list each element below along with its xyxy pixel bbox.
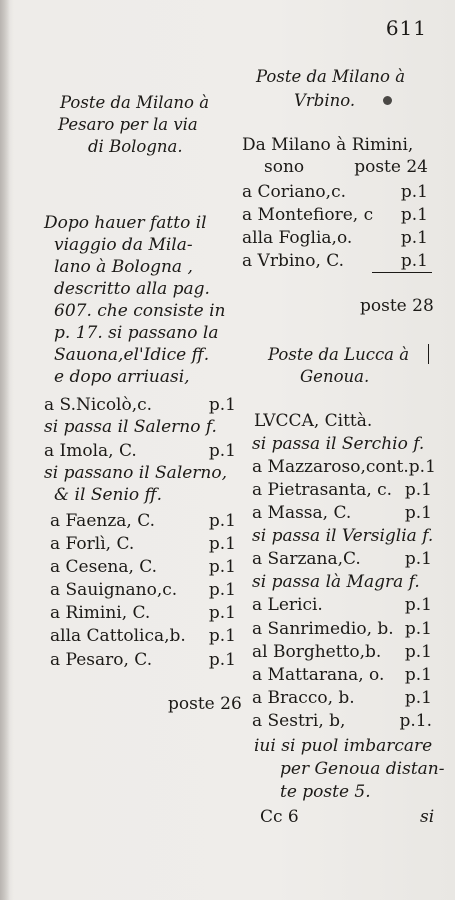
page-number: 611 <box>385 16 427 40</box>
river-crossing-note: si passa il Salerno f. <box>44 417 217 437</box>
route-entry <box>44 394 236 416</box>
route-place: a Bracco, b. <box>252 688 355 708</box>
right-title-line: Genoua. <box>300 367 370 386</box>
intro-line: p. 17. si passano la <box>54 323 219 343</box>
route-posts: p.1 <box>208 441 236 461</box>
route-posts: p.1 <box>404 480 432 500</box>
route-place: alla Foglia,o. <box>242 228 353 248</box>
route-total: poste 26 <box>168 694 242 714</box>
route-entry <box>50 625 236 647</box>
route-entry <box>50 579 236 601</box>
route-entry <box>252 594 432 616</box>
route-posts: p.1. <box>399 711 432 731</box>
route-posts: p.1 <box>404 665 432 685</box>
route-posts: p.1 <box>208 603 236 623</box>
route-place: a Sestri, b, <box>252 711 346 731</box>
intro-line: e dopo arriuasi, <box>54 367 190 387</box>
right-title-line: Vrbino. <box>294 91 356 110</box>
route-place: a Faenza, C. <box>50 511 156 531</box>
left-title-line: di Bologna. <box>88 137 183 156</box>
route-start-word: sono <box>264 157 305 177</box>
route-posts: p.1 <box>404 619 432 639</box>
river-crossing-note: si passa là Magra f. <box>252 572 420 592</box>
route-place: a Pesaro, C. <box>50 650 153 670</box>
right-title-line: Poste da Lucca à <box>268 345 410 364</box>
signature-mark: Cc 6 <box>260 807 299 827</box>
route-place: a Sarzana,C. <box>252 549 361 569</box>
route-entry <box>242 181 428 203</box>
route-posts: p.1 <box>208 557 236 577</box>
route-place: a Mattarana, o. <box>252 665 385 685</box>
route-total: poste 28 <box>360 296 434 316</box>
route-entry <box>50 510 236 532</box>
route-posts: p.1 <box>404 549 432 569</box>
page-gutter-shadow <box>0 0 10 900</box>
route-entry <box>252 641 432 663</box>
route-posts: p.1 <box>400 251 428 271</box>
route-posts: p.1 <box>208 511 236 531</box>
route-place: a S.Nicolò,c. <box>44 395 153 415</box>
closing-note-line: per Genoua distan- <box>280 759 445 779</box>
route-entry <box>242 204 428 226</box>
intro-line: viaggio da Mila- <box>54 235 193 255</box>
route-posts: p.1 <box>208 626 236 646</box>
route-entry <box>252 710 432 732</box>
route-entry <box>252 479 432 501</box>
route-posts: p.1 <box>208 580 236 600</box>
route-place: a Montefiore, c <box>242 205 374 225</box>
river-crossing-note: si passa il Serchio f. <box>252 434 425 454</box>
route-entry <box>252 502 432 524</box>
route-place: a Massa, C. <box>252 503 352 523</box>
route-entry <box>50 602 236 624</box>
route-posts: p.1 <box>408 457 436 477</box>
intro-line: Dopo hauer fatto il <box>44 213 207 233</box>
route-start: LVCCA, Città. <box>254 411 373 431</box>
route-entry <box>50 556 236 578</box>
route-place: a Vrbino, C. <box>242 251 345 271</box>
river-crossing-note: si passa il Versiglia f. <box>252 526 434 546</box>
route-posts: p.1 <box>404 595 432 615</box>
route-entry <box>44 440 236 462</box>
route-entry <box>252 548 432 570</box>
route-posts: p.1 <box>404 642 432 662</box>
route-start: Da Milano à Rimini, <box>242 135 414 155</box>
catchword: si <box>420 807 435 827</box>
route-place: a Mazzaroso,cont. <box>252 457 409 477</box>
route-posts: p.1 <box>400 205 428 225</box>
intro-line: 607. che consiste in <box>54 301 226 321</box>
route-place: a Pietrasanta, c. <box>252 480 393 500</box>
bracket-mark <box>428 344 429 364</box>
route-entry <box>252 618 432 640</box>
route-posts: p.1 <box>208 534 236 554</box>
route-start-posts-row <box>264 156 428 178</box>
left-title-line: Poste da Milano à <box>60 93 210 112</box>
route-place: a Rimini, C. <box>50 603 151 623</box>
route-entry <box>242 227 428 249</box>
route-posts: p.1 <box>400 182 428 202</box>
sum-rule <box>372 272 432 273</box>
intro-line: descritto alla pag. <box>54 279 210 299</box>
route-posts: p.1 <box>404 503 432 523</box>
route-place: a Sauignano,c. <box>50 580 178 600</box>
route-posts: p.1 <box>208 650 236 670</box>
ink-spot <box>383 96 392 105</box>
intro-line: Sauona,el'Idice ff. <box>54 345 210 365</box>
left-title-line: Pesaro per la via <box>58 115 198 134</box>
river-crossing-note: si passano il Salerno, <box>44 463 228 483</box>
route-place: a Sanrimedio, b. <box>252 619 394 639</box>
route-entry <box>252 664 432 686</box>
route-place: a Forlì, C. <box>50 534 135 554</box>
route-start-posts: poste 24 <box>354 157 428 177</box>
route-place: a Lerici. <box>252 595 323 615</box>
route-entry <box>50 533 236 555</box>
route-posts: p.1 <box>400 228 428 248</box>
route-posts: p.1 <box>404 688 432 708</box>
river-crossing-note: & il Senio ff. <box>54 485 162 505</box>
route-place: a Cesena, C. <box>50 557 158 577</box>
route-entry <box>242 250 428 272</box>
closing-note-line: te poste 5. <box>280 782 371 802</box>
route-place: al Borghetto,b. <box>252 642 382 662</box>
route-posts: p.1 <box>208 395 236 415</box>
intro-line: lano à Bologna , <box>54 257 193 277</box>
route-entry <box>50 649 236 671</box>
route-place: alla Cattolica,b. <box>50 626 186 646</box>
route-place: a Imola, C. <box>44 441 137 461</box>
right-title-line: Poste da Milano à <box>256 67 406 86</box>
route-entry <box>252 687 432 709</box>
route-entry <box>252 456 436 478</box>
closing-note-line: iui si puol imbarcare <box>254 736 433 756</box>
route-place: a Coriano,c. <box>242 182 346 202</box>
